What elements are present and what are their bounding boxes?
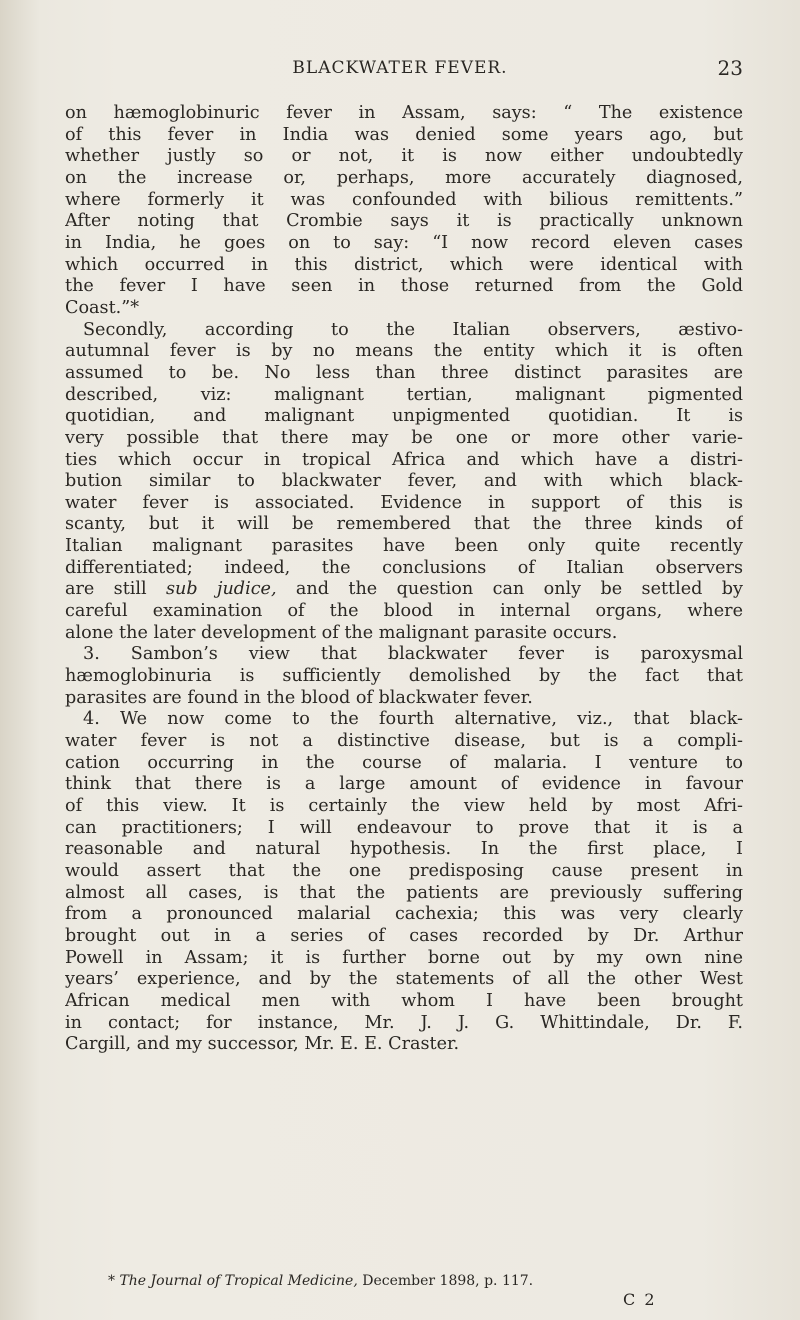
text-line: bution similar to blackwater fever, and with which black- <box>65 471 743 492</box>
text-line: 3. Sambon’s view that blackwater fever is paroxysmal <box>83 644 743 665</box>
signature-mark: C 2 <box>623 1290 657 1309</box>
footnote-citation: December 1898, p. 117. <box>357 1273 534 1289</box>
body-text <box>65 103 743 1056</box>
text-line: assumed to be. No less than three distinct parasites are <box>65 362 743 383</box>
text-line: whether justly so or not, it is now either undoubtedly <box>65 146 743 167</box>
footnote <box>108 1272 748 1290</box>
text-line: Secondly, according to the Italian observers, æstivo- <box>83 319 743 340</box>
text-line: hæmoglobinuria is sufficiently demolished by the fact that <box>65 666 743 687</box>
text-line: can practitioners; I will endeavour to prove that it is a <box>65 817 743 838</box>
text-line: scanty, but it will be remembered that the three kinds of <box>65 514 743 535</box>
text-line: almost all cases, is that the patients are previously suffering <box>65 882 743 903</box>
text-line: the fever I have seen in those returned from the Gold <box>65 276 743 297</box>
text-line: water fever is associated. Evidence in support of this is <box>65 492 743 513</box>
text-line: ties which occur in tropical Africa and which have a distri- <box>65 449 743 470</box>
text-line: where formerly it was confounded with bilious remittents.” <box>65 189 743 210</box>
italic-phrase: sub judice, <box>166 579 277 600</box>
text-line: brought out in a series of cases recorded by Dr. Arthur <box>65 925 743 946</box>
text-line: from a pronounced malarial cachexia; this was very clearly <box>65 904 743 925</box>
text-line: would assert that the one predisposing cause present in <box>65 860 743 881</box>
text-line: in contact; for instance, Mr. J. J. G. Whittindale, Dr. F. <box>65 1012 743 1033</box>
text-line: on the increase or, perhaps, more accurately diagnosed, <box>65 167 743 188</box>
text-line: Coast.”* <box>65 297 140 318</box>
text-line: on hæmoglobinuric fever in Assam, says: “ The existence <box>65 103 743 123</box>
text-line: of this fever in India was denied some years ago, but <box>65 124 743 145</box>
text-segment: are still <box>65 579 167 600</box>
page-header <box>0 58 800 82</box>
text-line: Cargill, and my successor, Mr. E. E. Craster. <box>65 1034 460 1055</box>
text-line-italic <box>65 579 743 601</box>
text-line: which occurred in this district, which were identical with <box>65 254 743 275</box>
text-line: of this view. It is certainly the view held by most Afri- <box>65 796 743 816</box>
text-line: in India, he goes on to say: “I now record eleven cases <box>65 232 743 253</box>
text-line: careful examination of the blood in internal organs, where <box>65 601 743 622</box>
text-line: 4. We now come to the fourth alternative, viz., that black- <box>83 709 743 730</box>
text-line: African medical men with whom I have been brought <box>65 990 743 1011</box>
text-line: water fever is not a distinctive disease, but is a compli- <box>65 731 743 752</box>
text-line: think that there is a large amount of evidence in favour <box>65 774 743 795</box>
footnote-marker: * <box>108 1273 120 1289</box>
text-line: Italian malignant parasites have been only quite recently <box>65 536 743 557</box>
text-line: parasites are found in the blood of blackwater fever. <box>65 687 533 708</box>
text-line: cation occurring in the course of malaria. I venture to <box>65 752 743 773</box>
running-head: BLACKWATER FEVER. <box>292 58 508 78</box>
text-line: reasonable and natural hypothesis. In the first place, I <box>65 839 743 860</box>
text-line: Powell in Assam; it is further borne out by my own nine <box>65 947 743 968</box>
text-line: After noting that Crombie says it is practically unknown <box>65 211 743 232</box>
text-segment: and the question can only be settled by <box>276 579 743 600</box>
text-line: alone the later development of the malignant parasite occurs. <box>65 622 618 643</box>
text-line: autumnal fever is by no means the entity which it is often <box>65 341 743 362</box>
text-line: quotidian, and malignant unpigmented quotidian. It is <box>65 406 743 427</box>
text-line: years’ experience, and by the statements of all the other West <box>65 969 743 990</box>
text-line: described, viz: malignant tertian, malignant pigmented <box>65 384 743 405</box>
text-line: very possible that there may be one or more other varie- <box>65 427 743 448</box>
text-line: differentiated; indeed, the conclusions of Italian observers <box>65 557 743 578</box>
footnote-journal: The Journal of Tropical Medicine, <box>119 1273 358 1289</box>
page-number: 23 <box>717 56 743 80</box>
